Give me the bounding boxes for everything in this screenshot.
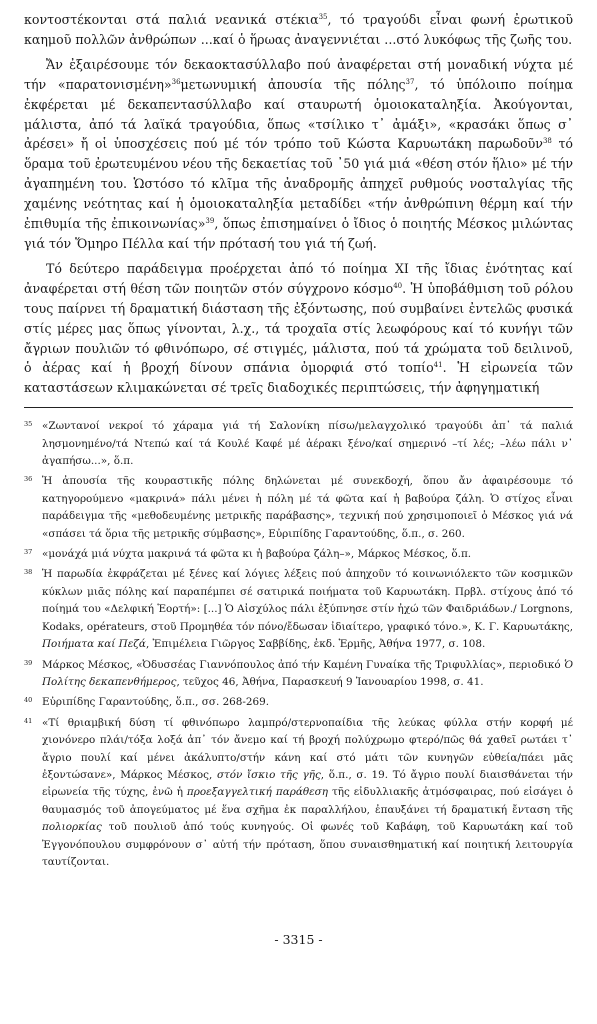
footnote-40 (24, 694, 573, 711)
paragraph-text: τό ὅραμα τοῦ ἐρωτευμένου νέου τῆς δεκαετίας τοῦ ᾽50 γιά μιά «θέση στόν ἥλιο» μέ τήν ἀγαπημένη του. Ὡστόσο τό κλῖμα τῆς ἀναδρομῆς ἀπηχεῖ ρυθμούς νοσταλγίας τῆς χαμένης νεότητας καί ἡ ὁμοιοκαταληξία μεταδίδει «τήν ἀνθρώπινη θέρμη καί τήν ἐπιθυμία τῆς ἐπικοινωνίας» (24, 136, 573, 232)
footnote-39 (24, 657, 573, 692)
footnote-text: «Τί θριαμβική δύση τί φθινόπωρο λαμπρό/στερνοπαίδια τῆς λεύκας φύλλα στήν κορφή μέ χιονόνερο πλάι/τόξα λοξά ἀπ᾽ τόν ἄνεμο καί τή βροχή πολύχρωμο φτερό/πῶς θά χαθεῖ ρωτάει τ᾽ ἄγριο πουλί καί μένει ἀκάλυπτο/στήν κάνη καί στό μάτι τῶν κυνηγῶν εὐθεία/πάει μᾶς ἐξοντώσανε», Μάρκος Μέσκος, (42, 716, 573, 781)
paragraph-text: , τό τραγούδι εἶναι φωνή ἐρωτικοῦ καημοῦ πολλῶν ἀνθρώπων ...καί ὁ ἥρωας ἀναγεννιέται ...στό λυκόφως τῆς ζωῆς του. (24, 12, 574, 47)
footnote-ref[interactable]: 41 (433, 361, 443, 370)
page-body (24, 10, 573, 874)
footnote-ref[interactable]: 35 (318, 13, 328, 21)
footnote-term: προεξαγγελτική παράθεση (186, 786, 328, 799)
footnote-text: τῆς εἰδυλλιακῆς ἀτμόσφαιρας, πού εἰσάγει ὁ θαυμασμός τοῦ ἀπογεύματος μέ ἕνα σχῆμα ἐκ παραλλήλου, ἐπαυξάνει τή δραματική ἔνταση τῆς (42, 786, 573, 816)
paragraph-2 (24, 55, 573, 254)
footnote-number: 40 (24, 696, 33, 705)
footnote-text: Μάρκος Μέσκος, «Ὀδυσσέας Γιαννόπουλος ἀπό τήν Καμένη Γυναίκα τῆς Τριφυλλίας», περιοδικό (42, 658, 565, 671)
footnote-text: Ἡ ἀπουσία τῆς κουραστικῆς πόλης δηλώνεται μέ συνεκδοχή, ὅπου ἄν ἀφαιρέσουμε τό κατηγορούμενο «μακρινά» πάλι μένει ἡ πόλη μέ τά φῶτα καί ἡ βαβούρα ζάλη. Ὁ στίχος εἶναι παράδειγμα τῆς «μεθοδευμένης μετρικῆς παράβασης», τεχνική πού χρησιμοποιεῖ ὁ Μέσκος γιά νά «σπάσει τά ὅρια τῆς μετρικῆς σύμβασης», Εὐριπίδης Γαραντούδης, ὅ.π., σ. 260. (42, 475, 573, 540)
footnote-ref[interactable]: 37 (405, 77, 415, 86)
footnote-35 (24, 418, 573, 470)
footnote-journal-title: Ὁ Πολίτης δεκαπενθήμερος (42, 658, 573, 688)
paragraph-text: . Ἡ εἰρωνεία τῶν καταστάσεων κλιμακώνεται σέ τρεῖς διαδοχικές περιπτώσεις, τήν ἀφηγηματική (24, 360, 573, 396)
footnote-number: 37 (24, 548, 33, 557)
footnote-ref[interactable]: 40 (393, 281, 403, 290)
footnotes (24, 418, 573, 871)
paragraph-text: κοντοστέκονται στά παλιά νεανικά στέκια (24, 12, 319, 27)
footnote-ref[interactable]: 36 (171, 77, 181, 86)
footnote-text: , ὅ.π., σ. 19. Τό ἄγριο πουλί διαισθάνεται τήν εἰρωνεία τῆς τύχης, ἐνῶ ἡ (42, 768, 573, 799)
footnote-book-title: Ποιήματα καί Πεζά (42, 638, 146, 651)
footnote-ref[interactable]: 39 (205, 217, 215, 226)
footnote-text: «Ζωντανοί νεκροί τό χάραμα γιά τή Σαλονίκη πίσω/μελαγχολικό τραγούδι ἀπ᾽ τά παλιά λησμονημένο/τά Ντεπώ καί τά Κουλέ Καφέ μέ ἀέρακι ξένο/καί σημερινό –τί λές; –λέω πάλι ν᾽ ἀγαπήσω...», ὅ.π. (42, 420, 573, 468)
paragraph-text: Τό δεύτερο παράδειγμα προέρχεται ἀπό τό ποίημα XI τῆς ἴδιας ἑνότητας καί ἀναφέρεται στή θέση τῶν ποιητῶν στόν σύγχρονο κόσμο (24, 260, 573, 296)
footnote-number: 41 (24, 716, 33, 725)
footnote-text: τοῦ πουλιοῦ ἀπό τούς κυνηγούς. Οἱ φωνές τοῦ Καβάφη, τοῦ Καρυωτάκη καί τοῦ Ἐγγονόπουλου συμφρόνουν σ᾽ αὐτή τήν πρόταση, ὅπου συναισθηματική καί ποιητική λειτουργία ταυτίζονται. (42, 821, 573, 868)
paragraph-3 (24, 259, 573, 398)
footnote-text: , Ἐπιμέλεια Γιῶργος Σαββίδης, ἐκδ. Ἑρμῆς, Ἀθήνα 1977, σ. 108. (145, 638, 486, 651)
footnote-36 (24, 473, 573, 543)
footnote-text: Εὐριπίδης Γαραντούδης, ὅ.π., σσ. 268-269. (42, 696, 270, 709)
footnote-number: 35 (24, 420, 33, 429)
footnote-number: 39 (24, 658, 33, 667)
footnote-ref[interactable]: 38 (542, 137, 552, 146)
footnote-number: 36 (24, 475, 33, 484)
paragraph-text: . Ἡ ὑποβάθμιση τοῦ ρόλου τους παίρνει τή δραματική διάσταση τῆς ἐξόντωσης, πού συμβαίνει ἐντελῶς φυσικά στίς μέρες μας ὅπως γίνονται, λ.χ., τά τροχαῖα στίς λεωφόρους καί τό κυνήγι τῶν ἄγριων πουλιῶν τό φθινόπωρο, σέ στιγμές, μάλιστα, πού τά χρώματα τοῦ δειλινοῦ, ὁ ἀέρας καί ἡ βροχή δίνουν σπάνια ὀμορφιά στό τοπίο (24, 280, 573, 376)
paragraph-1 (24, 10, 573, 50)
footnote-term: πολιορκίας (42, 821, 102, 834)
footnote-37 (24, 546, 573, 563)
footnote-text: Ἡ παρωδία ἐκφράζεται μέ ξένες καί λόγιες λέξεις πού ἀπηχοῦν τό κοινωνιόλεκτο τῶν κοσμικῶν κύκλων μιᾶς πόλης καί παραπέμπει σέ σατιρικά ποιήματα τοῦ Καρυωτάκη. Πρβλ. στίχους ἀπό τό ποίημά του «Δελφική Ἑορτή»: [...] Ὁ Αἰσχύλος πάλι ἐξύπνησε στίν ἠχώ τῶν Φαιδριάδων./ Lorgnons, Kodaks, opérateurs, στοῦ Προμηθέα τόν πόνο/ἔδωσαν ἰδιαίτερο, γραφικό τόνο.», Κ. Γ. Καρυωτάκης, (42, 568, 573, 633)
paragraph-text: , τό ὑπόλοιπο ποίημα ἐκφέρεται μέ δεκαπεντασύλλαβο καί σταυρωτή ὁμοιοκαταληξία. Ἀκούγονται, μάλιστα, ἀπό τά λαϊκά τραγούδια, ὅπως «τσίλικο τ᾽ ἀμάξι», «κρασάκι ὅπως σ᾽ ἀρέσει» ἤ οἱ ὑποσχέσεις πού μέ τόν τρόπο τοῦ Κώστα Καρυωτάκη παρωδοῦν (24, 76, 573, 152)
page-number: - 3315 - (274, 932, 323, 947)
paragraph-text: , ὅπως ἐπισημαίνει ὁ ἴδιος ὁ ποιητής Μέσκος μιλώντας γιά τόν Ὅμηρο Πέλλα καί τήν πρότασή του γιά τή ζωή. (24, 216, 574, 251)
footnote-number: 38 (24, 568, 33, 577)
footnote-book-title: στόν ἴσκιο τῆς γῆς (216, 768, 321, 781)
footnote-text: «μονάχά μιά νύχτα μακρινά τά φῶτα κι ἡ βαβούρα ζάλη–», Μάρκος Μέσκος, ὅ.π. (42, 548, 472, 561)
footnote-separator (24, 407, 573, 408)
paragraph-text: μετωνυμική ἀπουσία τῆς πόλης (180, 76, 406, 92)
paragraph-text: Ἄν ἐξαιρέσουμε τόν δεκαοκτασύλλαβο πού ἀναφέρεται στή μοναδική νύχτα μέ τήν «παρατονισμένη» (24, 56, 573, 92)
footnote-text: , τεῦχος 46, Ἀθήνα, Παρασκευή 9 Ἰανουαρίου 1998, σ. 41. (176, 675, 484, 688)
footnote-38 (24, 566, 573, 653)
footnote-41 (24, 715, 573, 872)
